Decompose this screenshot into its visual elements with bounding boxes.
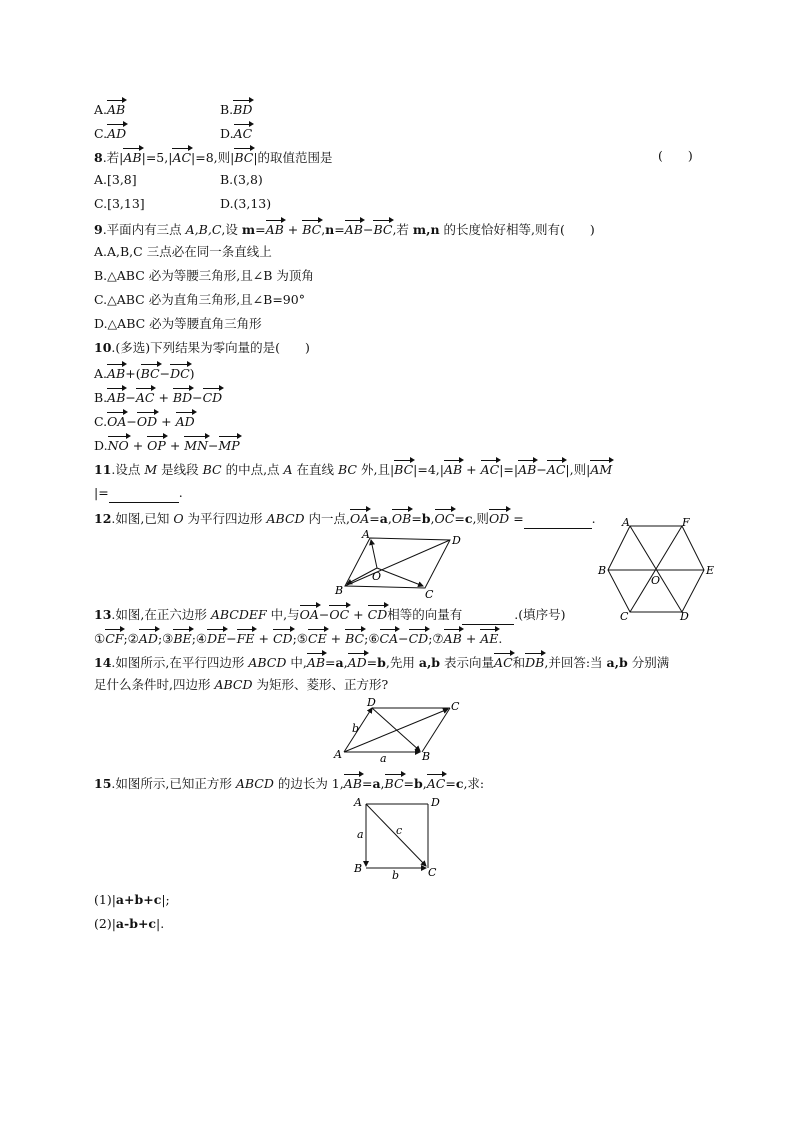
q15-label-a-vec: a — [357, 828, 364, 841]
q9-option-d: D.△ABC 必为等腰直角三角形 — [94, 316, 262, 331]
q12-vector-oc — [377, 568, 423, 586]
q13-label-b: B — [598, 564, 607, 577]
q14-stem: 14.如图所示,在平行四边形 ABCD 中,AB=a,AD=b,先用 a,b 表示向量AC和DB,并回答:当 a,b 分别满 — [94, 652, 669, 672]
q13-label-a: A — [622, 516, 630, 529]
q10-option-a: A.AB+(BC−DC) — [94, 363, 195, 383]
q12-vector-oa — [371, 540, 377, 568]
q12-blank[interactable] — [524, 510, 592, 529]
q10-option-d: D.NO + OP + MN−MP — [94, 435, 240, 455]
q8-option-a: A.[3,8] — [94, 172, 137, 187]
q10-option-c: C.OA−OD + AD — [94, 411, 195, 431]
q14-label-a-vec: a — [380, 752, 387, 765]
q8-option-c: C.[3,13] — [94, 196, 145, 211]
q9-option-c: C.△ABC 必为直角三角形,且∠B=90° — [94, 292, 305, 307]
q7-option-c: C.AD — [94, 123, 126, 143]
q15-label-b: B — [354, 862, 363, 875]
q13-label-e: E — [706, 564, 715, 577]
q15-label-c-vec: c — [396, 824, 403, 837]
q15-label-d: D — [431, 796, 440, 809]
q13-label-c: C — [620, 610, 629, 623]
q7-option-a: A.AB — [94, 99, 125, 119]
q9-stem: 9.平面内有三点 A,B,C,设 m=AB + BC,n=AB−BC,若 m,n 的长度恰好相等,则有( ) — [94, 219, 595, 239]
q15-label-a: A — [354, 796, 362, 809]
q14-label-a: A — [334, 748, 342, 761]
q8-stem: 8.若|AB|=5,|AC|=8,则|BC|的取值范围是 — [94, 147, 333, 167]
q14-parallelogram-figure — [332, 698, 462, 764]
q12-label-a: A — [362, 528, 370, 541]
q14-label-b-vec: b — [352, 722, 360, 735]
q11-blank[interactable] — [109, 484, 179, 503]
q14-stem-line2: 足什么条件时,四边形 ABCD 为矩形、菱形、正方形? — [94, 677, 389, 692]
q8-answer-paren: ( ) — [658, 148, 693, 163]
q14-label-d: D — [367, 696, 376, 709]
q13-hexagon-figure — [596, 516, 718, 622]
q13-blank[interactable] — [462, 606, 514, 625]
q13-choices: ①CF;②AD;③BE;④DE−FE + CD;⑤CE + BC;⑥CA−CD;⑦AB + AE. — [94, 628, 502, 648]
q8-option-d: D.(3,13) — [220, 196, 272, 211]
q12-label-c: C — [425, 588, 434, 601]
q13-label-f: F — [682, 516, 690, 529]
q7-option-b: B.BD — [220, 99, 252, 119]
q13-label-d: D — [680, 610, 689, 623]
q9-option-b: B.△ABC 必为等腰三角形,且∠B 为顶角 — [94, 268, 314, 283]
q13-label-o: O — [651, 574, 661, 587]
q14-vector-ac — [344, 709, 448, 752]
q12-label-o: O — [372, 570, 382, 583]
q15-part-1: (1)|a+b+c|; — [94, 892, 170, 907]
q14-label-b: B — [422, 750, 431, 763]
q8-option-b: B.(3,8) — [220, 172, 263, 187]
q9-option-a: A.A,B,C 三点必在同一条直线上 — [94, 244, 272, 259]
q12-parallelogram-figure — [330, 528, 465, 601]
q12-stem: 12.如图,已知 O 为平行四边形 ABCD 内一点,OA=a,OB=b,OC=c,则OD = . — [94, 508, 596, 529]
q11-stem: 11.设点 M 是线段 BC 的中点,点 A 在直线 BC 外,且|BC|=4,|AB + AC|=|AB−AC|,则|AM — [94, 459, 612, 479]
q15-label-b-vec: b — [392, 869, 400, 882]
q14-label-c: C — [451, 700, 460, 713]
q12-label-d: D — [452, 534, 461, 547]
q11-answer-line: |= . — [94, 484, 183, 503]
q13-stem: 13.如图,在正六边形 ABCDEF 中,与OA−OC + CD相等的向量有 .(填序号) — [94, 604, 565, 625]
q7-option-d: D.AC — [220, 123, 252, 143]
q15-square-figure — [352, 796, 444, 880]
q12-label-b: B — [335, 584, 344, 597]
q14-vector-db — [372, 708, 420, 751]
q10-stem: 10.(多选)下列结果为零向量的是( ) — [94, 340, 310, 355]
q15-part-2: (2)|a-b+c|. — [94, 916, 165, 931]
q15-stem: 15.如图所示,已知正方形 ABCD 的边长为 1,AB=a,BC=b,AC=c,求: — [94, 773, 484, 793]
q10-option-b: B.AB−AC + BD−CD — [94, 387, 222, 407]
q15-label-c: C — [428, 866, 437, 879]
